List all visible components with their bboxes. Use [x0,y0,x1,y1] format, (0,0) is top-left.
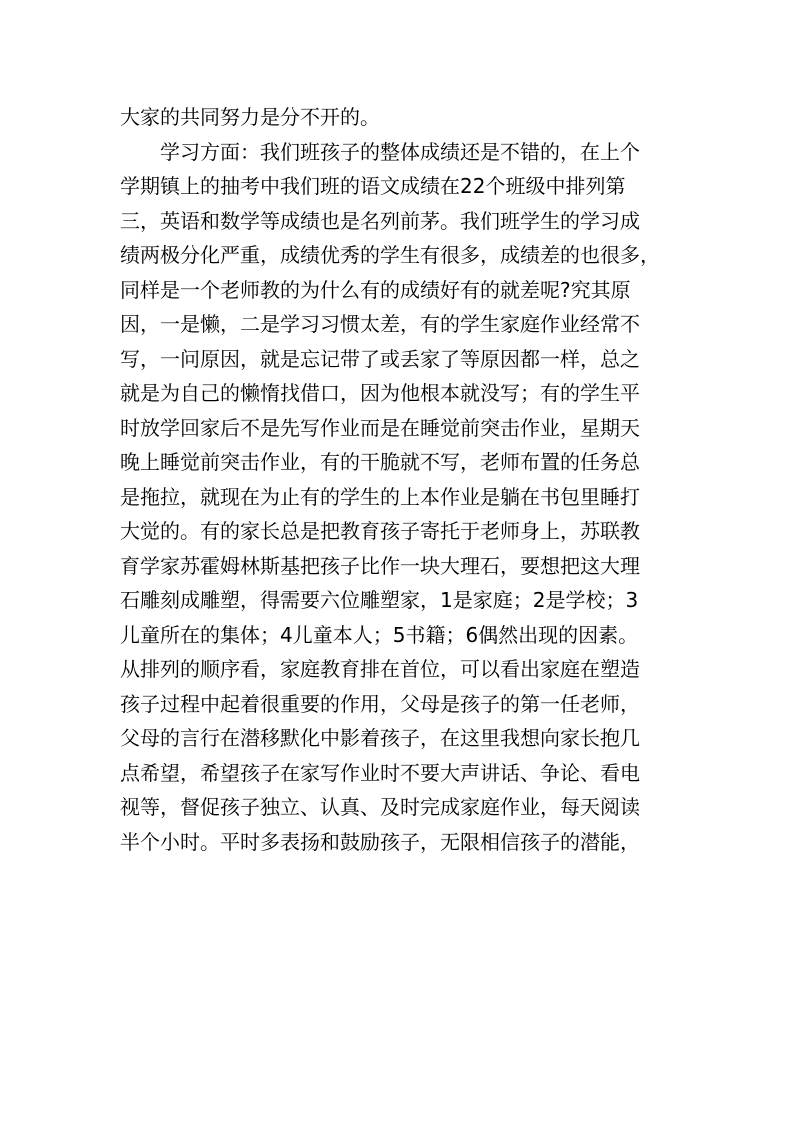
text-line: 是拖拉，就现在为止有的学生的上本作业是躺在书包里睡打 [120,484,640,509]
text-line: 半个小时。平时多表扬和鼓励孩子，无限相信孩子的潜能， [120,829,640,854]
text-line: 大家的共同努力是分不开的。 [120,105,380,129]
text-line: 因，一是懒，二是学习习惯太差，有的学生家庭作业经常不 [120,312,640,336]
text-line: 孩子过程中起着很重要的作用，父母是孩子的第一任老师， [120,691,640,716]
text-line: 父母的言行在潜移默化中影着孩子，在这里我想向家长抱几 [120,726,640,750]
text-line: 学期镇上的抽考中我们班的语文成绩在22个班级中排列第 [120,174,626,198]
text-line: 点希望，希望孩子在家写作业时不要大声讲话、争论、看电 [120,760,640,785]
text-line: 视等，督促孩子独立、认真、及时完成家庭作业，每天阅读 [120,795,640,819]
text-line: 晚上睡觉前突击作业，有的干脆就不写，老师布置的任务总 [120,450,640,474]
text-line: 时放学回家后不是先写作业而是在睡觉前突击作业，星期天 [120,415,640,440]
text-line: 大觉的。有的家长总是把教育孩子寄托于老师身上，苏联教 [120,519,640,543]
text-line: 写，一问原因，就是忘记带了或丢家了等原因都一样，总之 [120,346,640,371]
document-body [120,100,690,859]
text-line: 同样是一个老师教的为什么有的成绩好有的就差呢?究其原 [120,277,631,302]
text-line: 三，英语和数学等成绩也是名列前茅。我们班学生的学习成 [120,208,640,233]
text-line: 石雕刻成雕塑，得需要六位雕塑家，1是家庭；2是学校；3 [120,588,639,612]
text-line: 学习方面：我们班孩子的整体成绩还是不错的，在上个 [160,139,640,164]
text-line: 儿童所在的集体；4儿童本人；5书籍；6偶然出现的因素。 [120,622,639,647]
text-line: 就是为自己的懒惰找借口，因为他根本就没写；有的学生平 [120,381,640,405]
text-line: 育学家苏霍姆林斯基把孩子比作一块大理石，要想把这大理 [120,553,640,578]
text-line: 从排列的顺序看，家庭教育排在首位，可以看出家庭在塑造 [120,657,640,681]
text-line: 绩两极分化严重，成绩优秀的学生有很多，成绩差的也很多， [120,243,660,267]
